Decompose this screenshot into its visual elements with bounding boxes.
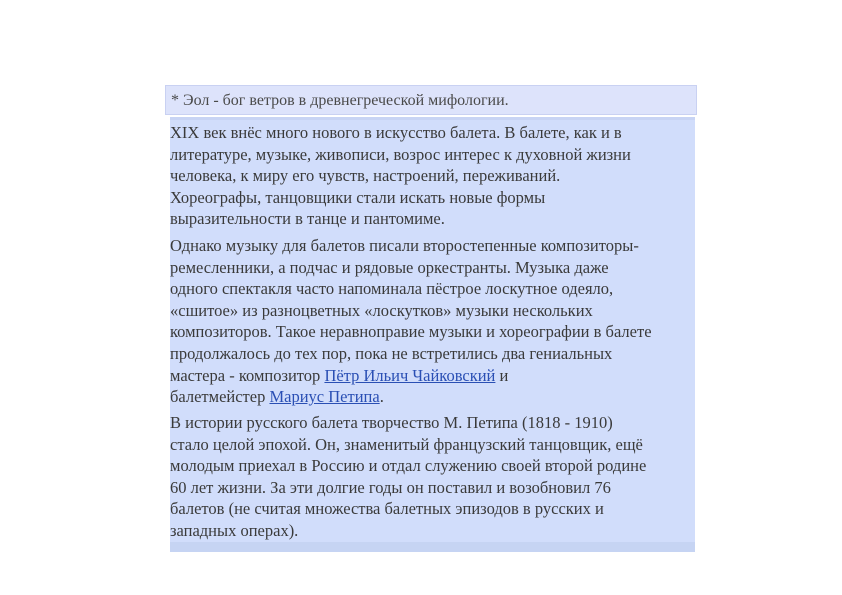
text-line: молодым приехал в Россию и отдал служению своей второй родине [170, 456, 647, 476]
text-line-with-link [170, 386, 700, 408]
text-line: XIX век внёс много нового в искусство балета. В балете, как и в [170, 123, 622, 142]
text-line: ремесленники, а подчас и рядовые оркестранты. Музыка даже [170, 257, 609, 277]
text-line: человека, к миру его чувств, настроений, переживаний. [170, 166, 561, 186]
text-line: балетов (не считая множества балетных эпизодов в русских и [170, 499, 604, 519]
text-fragment: и [495, 365, 509, 385]
text-line: выразительности в танце и пантомиме. [170, 209, 445, 229]
text-line: продолжалось до тех пор, пока не встретились два гениальных [170, 343, 613, 363]
text-line-with-link [170, 365, 700, 387]
text-line: композиторов. Такое неравноправие музыки и хореографии в балете [170, 322, 652, 342]
footnote-box [165, 85, 697, 115]
text-line: Хореографы, танцовщики стали искать новые формы [170, 187, 546, 207]
text-line: 60 лет жизни. За эти долгие годы он поставил и возобновил 76 [170, 477, 611, 497]
paragraph-2 [170, 235, 700, 408]
text-fragment: мастера - композитор [170, 365, 325, 385]
text-line: западных операх). [170, 520, 299, 540]
text-line: «сшитое» из разноцветных «лоскутков» музыки нескольких [170, 300, 593, 320]
content-box [170, 117, 695, 552]
text-line: стало целой эпохой. Он, знаменитый французский танцовщик, ещё [170, 434, 643, 454]
paragraph-1 [170, 122, 700, 230]
text-line: одного спектакля часто напоминала пёстрое лоскутное одеяло, [170, 279, 614, 299]
footnote-text: * Эол - бог ветров в древнегреческой мифологии. [171, 92, 509, 109]
bottom-divider [170, 542, 695, 552]
text-line: В истории русского балета творчество М. Петипа (1818 - 1910) [170, 413, 613, 432]
top-divider [170, 117, 695, 120]
link-tchaikovsky[interactable]: Пётр Ильич Чайковский [324, 365, 496, 385]
text-fragment: балетмейстер [170, 387, 270, 407]
text-fragment: . [379, 387, 384, 407]
paragraph-3 [170, 412, 700, 542]
text-line: Однако музыку для балетов писали второстепенные композиторы- [170, 236, 639, 255]
link-petipa[interactable]: Мариус Петипа [269, 387, 380, 407]
text-line: литературе, музыке, живописи, возрос интерес к духовной жизни [170, 144, 631, 164]
